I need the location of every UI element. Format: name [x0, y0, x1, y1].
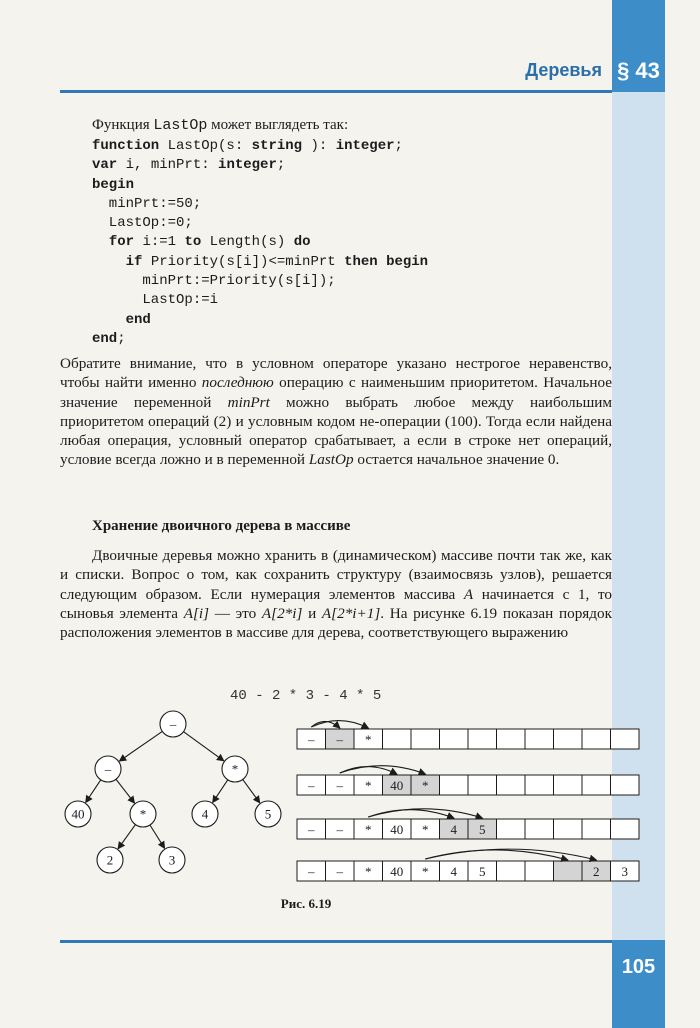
text-run: начинается с 1, то сыновья элемента	[60, 585, 612, 622]
array-cell	[383, 729, 412, 749]
tree-node-label: 40	[71, 806, 85, 822]
text-run: Двоичные деревья можно хранить в (динамическом) массиве почти так же, как и списки. Вопрос о том, как сохранить структуру (взаимосвязь узлов), решается следующим образом. Если нумерация элементов массива	[60, 547, 612, 603]
array-cell	[497, 861, 526, 881]
code-text: LastOp(s:	[167, 138, 252, 154]
array-cell	[440, 775, 469, 795]
code-line	[92, 137, 428, 156]
figure-caption: Рис. 6.19	[280, 896, 332, 911]
array-cell-value: –	[308, 778, 315, 793]
code-text: Length(s)	[209, 234, 294, 251]
array-row	[297, 849, 639, 881]
code-text	[92, 234, 109, 250]
figure-6-19	[0, 700, 628, 890]
code-keyword: integer	[335, 138, 395, 154]
code-keyword: end	[92, 330, 118, 347]
code-keyword: to	[184, 234, 202, 251]
tree-edge	[120, 731, 163, 761]
array-cell-value: –	[308, 822, 315, 837]
code-line	[92, 311, 428, 330]
code-keyword: then begin	[344, 253, 429, 270]
array-arrow	[340, 766, 426, 774]
code-text: LastOp:=0;	[92, 215, 193, 232]
array-cell	[525, 775, 554, 795]
array-cell-value: 2	[593, 864, 600, 879]
code-intro	[92, 117, 348, 134]
array-cell-value: 40	[390, 778, 404, 793]
code-line	[92, 291, 428, 310]
emphasis: LastOp	[308, 451, 354, 469]
code-listing	[92, 137, 428, 349]
array-cell-value: 40	[390, 822, 404, 837]
tree-node-label: 5	[264, 806, 272, 822]
code-text: ;	[117, 330, 126, 347]
code-line	[92, 272, 428, 291]
code-text: ;	[276, 157, 286, 174]
code-keyword: end	[125, 311, 151, 328]
emphasis: minPrt	[227, 393, 270, 411]
expression-tree	[65, 711, 281, 873]
array-cell	[525, 861, 554, 881]
array-cell-value: 5	[479, 822, 486, 837]
code-text	[92, 254, 126, 270]
section-number: § 43	[617, 58, 660, 83]
paragraph-explanation	[60, 354, 612, 470]
array-cell	[611, 775, 640, 795]
text-run: Обратите внимание, что в условном операторе указано нестрогое неравенство, чтобы найти именно	[60, 355, 612, 392]
page-number: 105	[621, 956, 656, 978]
code-keyword: begin	[92, 176, 135, 193]
array-cell-value: *	[365, 732, 372, 747]
array-cell	[440, 729, 469, 749]
array-cell	[468, 775, 497, 795]
array-cell	[525, 729, 554, 749]
code-line	[92, 330, 428, 349]
array-cell-value: –	[336, 732, 343, 747]
array-cell	[554, 775, 583, 795]
array-cell-value: –	[308, 732, 315, 747]
array-row	[297, 721, 639, 749]
code-line	[92, 214, 428, 233]
code-text	[92, 312, 126, 328]
text-run: . На рисунке 6.19 показан порядок расположения элементов в массиве для дерева, соответствующего выражению	[60, 604, 612, 642]
code-keyword: var	[92, 157, 118, 174]
emphasis: A[i]	[183, 604, 210, 622]
intro-function-name: LastOp	[153, 117, 208, 134]
tree-edge	[86, 780, 101, 803]
text-run: остается начальное значение 0.	[353, 451, 560, 469]
text-run: — это	[209, 604, 262, 622]
code-line	[92, 195, 428, 214]
code-keyword: string	[251, 138, 303, 154]
tree-edge	[243, 779, 260, 802]
emphasis: A[2*i+1]	[321, 604, 381, 622]
code-text: i, minPrt:	[125, 157, 219, 174]
array-cell	[554, 861, 583, 881]
tree-edge	[213, 780, 228, 803]
intro-text: Функция	[92, 117, 154, 133]
array-cell-value: 3	[621, 864, 628, 879]
code-keyword: function	[92, 138, 160, 154]
array-diagram	[297, 721, 639, 881]
code-text: Priority(s[i])<=minPrt	[150, 253, 345, 270]
code-keyword: if	[125, 253, 143, 270]
tree-node-label: 3	[168, 852, 176, 868]
array-cell-value: *	[365, 822, 372, 837]
chapter-title: Деревья	[525, 60, 602, 80]
array-cell	[411, 729, 440, 749]
section-heading: Хранение двоичного дерева в массиве	[92, 518, 351, 534]
tree-node-label: *	[231, 761, 239, 777]
array-cell	[525, 819, 554, 839]
tree-node-label: –	[104, 761, 112, 777]
emphasis: A	[463, 585, 474, 603]
array-cell	[611, 819, 640, 839]
paragraph-binary-tree-storage	[60, 546, 612, 642]
code-text: minPrt:=Priority(s[i]);	[92, 273, 336, 290]
code-line	[92, 253, 428, 272]
array-cell	[582, 729, 611, 749]
array-row	[297, 766, 639, 795]
array-cell-value: 4	[450, 822, 457, 837]
array-cell-value: *	[422, 864, 429, 879]
page-number-band	[612, 940, 665, 1028]
expression: 40 - 2 * 3 - 4 * 5	[230, 688, 382, 704]
intro-text-end: может выглядеть так:	[207, 117, 349, 133]
code-keyword: for	[108, 234, 135, 251]
array-cell-value: –	[336, 864, 343, 879]
code-line	[92, 176, 428, 195]
emphasis: A[2*i]	[261, 604, 303, 622]
array-cell	[611, 729, 640, 749]
text-run: и	[302, 604, 322, 622]
array-cell	[582, 775, 611, 795]
array-cell-value: 40	[390, 864, 404, 879]
code-text: ):	[310, 138, 336, 154]
tree-node-label: *	[139, 806, 147, 822]
array-cell-value: 5	[479, 864, 486, 879]
code-text: minPrt:=50;	[92, 195, 202, 212]
emphasis: последнюю	[201, 374, 274, 392]
text-run: операцию с наименьшим приоритетом. Начальное значение переменной	[60, 374, 612, 411]
array-row	[297, 809, 639, 839]
code-line	[92, 233, 428, 252]
array-cell-value: *	[422, 778, 429, 793]
array-cell-value: –	[336, 822, 343, 837]
tree-node-label: 2	[106, 852, 114, 868]
text-run: можно выбрать любое между наибольшим приоритетом операций (2) и условным кодом не-операции (100). Тогда если найдена любая операция, условный оператор срабатывает, а если в строке нет операций, условие всегда ложно и в переменной	[60, 393, 612, 469]
array-cell-value: *	[365, 778, 372, 793]
code-keyword: do	[293, 234, 311, 251]
code-text: LastOp:=i	[92, 292, 219, 309]
header-rule	[60, 90, 612, 93]
array-cell	[497, 775, 526, 795]
tree-edge	[118, 825, 135, 849]
tree-node-label: 4	[201, 806, 209, 822]
code-line	[92, 156, 428, 175]
code-keyword: integer	[218, 157, 277, 174]
array-cell-value: –	[308, 864, 315, 879]
array-cell	[582, 819, 611, 839]
tree-node-label: –	[169, 716, 177, 732]
array-cell	[497, 729, 526, 749]
array-cell-value: *	[365, 864, 372, 879]
code-text: ;	[394, 138, 403, 154]
array-cell	[497, 819, 526, 839]
array-cell-value: –	[336, 778, 343, 793]
code-text: i:=1	[142, 234, 185, 251]
tree-edge	[184, 732, 224, 761]
array-cell-value: *	[422, 822, 429, 837]
tree-edge	[150, 825, 165, 848]
array-cell	[554, 729, 583, 749]
footer-rule	[60, 940, 612, 943]
tree-edge	[116, 779, 134, 803]
array-cell	[468, 729, 497, 749]
array-cell	[554, 819, 583, 839]
array-cell-value: 4	[450, 864, 457, 879]
